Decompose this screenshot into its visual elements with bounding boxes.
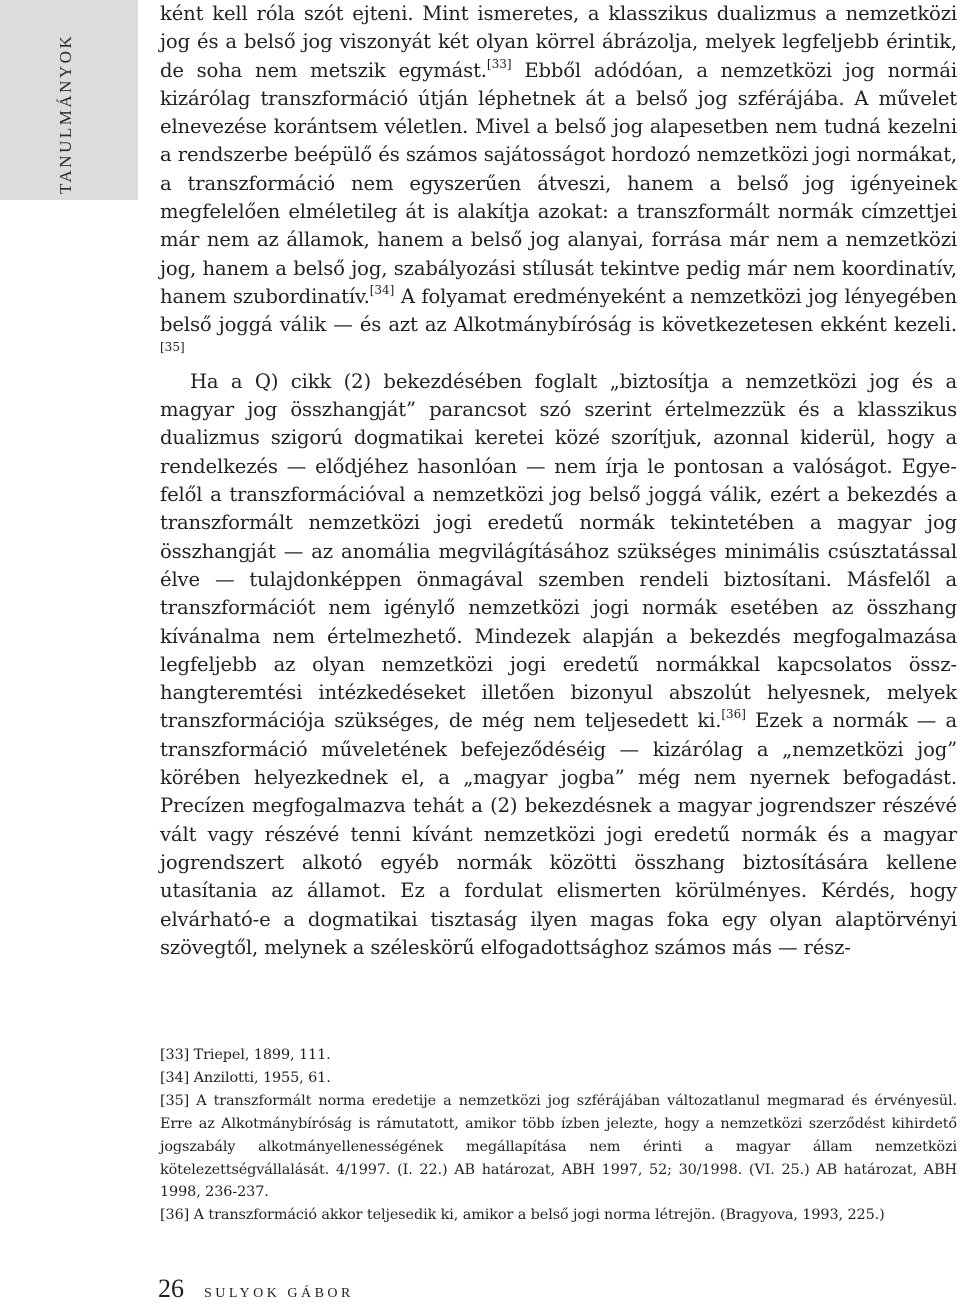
paragraph: [160, 0, 957, 368]
section-label: TANULMÁNYOK: [56, 33, 75, 194]
footnote-36: [36] A transzformáció akkor teljesedik ki, amikor a belső jogi norma létrejön. (Bragyova, 1993, 225.): [160, 1207, 885, 1224]
paragraph: [160, 368, 957, 962]
page-number: 26: [158, 1274, 184, 1303]
text-segment: Ebből adódóan, a nemzetközi jog normái kizárólag transzformáció útján léphetnek át a belső jog szférájába. A művelet elnevezése korántsem véletlen. Mivel a belső jog alapesetben nem tudná kezelni a rendszerbe beépülő és számos sajátosságot hordozó nemzetközi jogi normákat, a transzformáció nem egyszerűen átveszi, hanem a belső jog igényeinek megfelelően elméletileg át is alakítja azokat: a transzformált normák címzettjei már nem az államok, hanem a belső jog alanyai, forrása már nem a nemzetközi jog, hanem a belső jog, szabályozási stílusát tekintve pedig már nem koordinatív, hanem szubordinatív.: [160, 58, 957, 308]
text-segment: ként kell róla szót ejteni. Mint ismeretes, a klasszikus dualizmus a nemzetközi jog és a belső jog viszonyát két olyan körrel ábrázolja, melyek legfeljebb érintik, de soha nem metszik egymást.: [160, 2, 957, 82]
page-footer: [158, 1274, 354, 1314]
author-name: SULYOK GÁBOR: [204, 1286, 354, 1301]
text-segment: A folyamat eredményeként a nemzetközi jog lényegében belső joggá válik — és azt az Alkotmánybíróság is következetesen ekként kezeli.: [160, 284, 957, 337]
footnote-ref-35[interactable]: [35]: [160, 339, 185, 354]
footnote-33: [33] Triepel, 1899, 111.: [160, 1047, 331, 1063]
main-text: [160, 0, 957, 962]
section-tab: [0, 0, 138, 200]
footnotes: [160, 1044, 957, 1227]
footnote-ref-33[interactable]: [33]: [486, 56, 512, 71]
footnote-ref-36[interactable]: [36]: [721, 707, 746, 722]
footnote-ref-34[interactable]: [34]: [369, 282, 395, 297]
footnote-35: [35] A transzformált norma eredetije a nemzetközi jog szférájában változatlanul megmarad és érvényesül. Erre az Alkotmánybíróság is rámutatott, amikor több ízben jelezte, hogy a nemzetközi szerződést kihirdető jogszabály alkotmányellenességének megállapítása nem érinti a magyar állam nemzetközi kötelezettségvállalását. 4/1997. (I. 22.) AB határozat, ABH 1997, 52; 30/1998. (VI. 25.) AB határozat, ABH 1998, 236-237.: [160, 1092, 957, 1201]
text-segment: Ezek a normák — a transzformáció műveletének befejeződéséig — kizárólag a „nemzetközi jog” körében helyezkednek el, a „magyar jogba” még nem nyernek befogadást. Precízen megfogalmazva tehát a (2) bekezdésnek a magyar jogrendszer részévé vált vagy részévé tenni kívánt nemzetközi jogi eredetű normák és a magyar jogrendszert alkotó egyéb normák közötti összhang biztosítására kellene utasítania az államot. Ez a fordulat elismerten körülményes. Kérdés, hogy elvárható-e a dogmatikai tisztaság ilyen magas foka egy olyan alaptörvényi szövegtől, melynek a széleskörű elfogadottsághoz számos más — rész-: [160, 709, 957, 959]
footnote-34: [34] Anzilotti, 1955, 61.: [160, 1069, 331, 1086]
text-segment: Ha a Q) cikk (2) bekezdésében foglalt „biztosítja a nemzetközi jog és a magyar jog összhangját” parancsot szó szerint értelmezzük és a klasszikus dualizmus szigorú dogmatikai keretei közé szorítjuk, azonnal kiderül, hogy a rendelkezés — elődjéhez hasonlóan — nem írja le pontosan a valóságot. Egyefelől a transzformációval a nemzetközi jog belső joggá válik, ezért a bekezdés a transzformált nemzetközi jogi eredetű normák tekintetében a magyar jog összhangját — az anomália megvilágításához szükséges minimális csúsztatással élve — tulajdonképpen önmagával szemben rendeli biztosítani. Másfelől a transzformációt nem igénylő nemzetközi jogi normák esetében az összhang kívánalma nem értelmezhető. Mindezek alapján a bekezdés megfogalmazása legfeljebb az olyan nemzetközi jogi eredetű normákkal kapcsolatos összhangteremtési intézkedéseket illetően bizonyul abszolút helyesnek, melyek transzformációja szükséges, de még nem teljesedett ki.: [160, 369, 957, 733]
